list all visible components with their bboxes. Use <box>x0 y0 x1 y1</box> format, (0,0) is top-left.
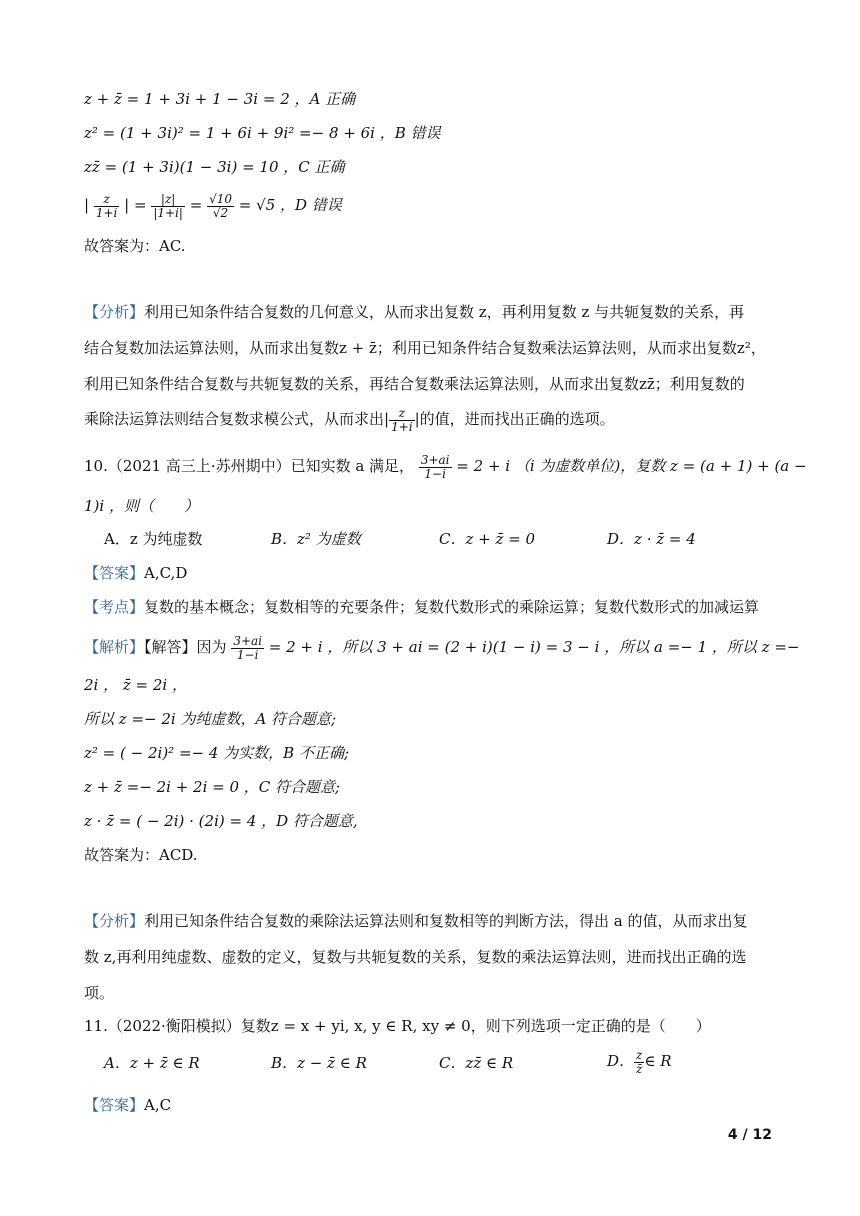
q10-analysis: 【分析】利用已知条件结合复数的乘除法运算法则和复数相等的判断方法，得出 a 的值，从而求出复 <box>84 912 748 930</box>
q11-answer: 【答案】A,C <box>84 1096 172 1114</box>
q10-solution-line-1: 【解析】【解答】因为 $\frac{3+ai}{1-i}$ = 2 + i ，所以 3 + ai = (2 + i)(1 − i) = 3 − i ，所以 a =− 1 ，所以 z =− <box>84 633 800 662</box>
solution-line-4: | $\frac{z}{1+i}$ | = $\frac{|z|}{|1+i|}$ = $\frac{√10}{√2}$ = √5 ，D 错误 <box>84 191 342 220</box>
q11-option-a: A．z + z̄ ∈ R <box>104 1054 200 1072</box>
page-number: 4 / 12 <box>727 1127 772 1143</box>
solution-line-3: zz̄ = (1 + 3i)(1 − 3i) = 10 ，C 正确 <box>84 158 345 176</box>
q10-answer: 【答案】A,C,D <box>84 564 188 582</box>
solution-line-2: z² = (1 + 3i)² = 1 + 6i + 9i² =− 8 + 6i ，B 错误 <box>84 124 441 142</box>
q10-conclusion: 故答案为：ACD. <box>84 846 198 864</box>
q10-solution-line-4: z² = ( − 2i)² =− 4 为实数，B 不正确; <box>84 744 350 762</box>
q11-option-b: B．z − z̄ ∈ R <box>271 1054 367 1072</box>
q10-knowledge-points: 【考点】复数的基本概念；复数相等的充要条件；复数代数形式的乘除运算；复数代数形式的加减运算 <box>84 598 760 616</box>
q9-answer: 故答案为：AC. <box>84 237 186 255</box>
question-11-stem: 11.（2022·衡阳模拟）复数z = x + yi, x, y ∈ R, xy ≠ 0，则下列选项一定正确的是（ ） <box>84 1017 711 1035</box>
analysis-paragraph: 【分析】利用已知条件结合复数的几何意义，从而求出复数 z，再利用复数 z 与共轭复数的关系，再 <box>84 303 745 321</box>
q10-analysis-line-3: 项。 <box>84 984 115 1002</box>
question-10-stem-cont: 1)i ，则（ ） <box>84 497 199 515</box>
q10-option-b: B．z² 为虚数 <box>271 530 361 548</box>
q10-solution-line-6: z · z̄ = ( − 2i) · (2i) = 4 ，D 符合题意, <box>84 812 358 830</box>
q11-option-d: D． $\frac{z}{z̄}$ ∈ R <box>607 1047 672 1076</box>
q10-option-a: A．z 为纯虚数 <box>104 530 203 548</box>
q10-solution-line-3: 所以 z =− 2i 为纯虚数，A 符合题意; <box>84 710 337 728</box>
analysis-line-2: 结合复数加法运算法则，从而求出复数z + z̄；利用已知条件结合复数乘法运算法则，从而求出复数z²， <box>84 339 766 357</box>
question-10-stem: 10.（2021 高三上·苏州期中）已知实数 a 满足， $\frac{3+ai}{1-i}$ = 2 + i （i 为虚数单位)，复数 z = (a + 1) + (a − <box>84 452 807 481</box>
q11-option-c: C．zz̄ ∈ R <box>439 1054 514 1072</box>
analysis-tag: 【分析】 <box>84 303 145 321</box>
q10-solution-line-5: z + z̄ =− 2i + 2i = 0 ，C 符合题意; <box>84 778 341 796</box>
solution-line-1: z + z̄ = 1 + 3i + 1 − 3i = 2 ，A 正确 <box>84 90 356 108</box>
analysis-line-3: 利用已知条件结合复数与共轭复数的关系，再结合复数乘法运算法则，从而求出复数zz̄；利用复数的 <box>84 375 745 393</box>
q10-analysis-line-2: 数 z,再利用纯虚数、虚数的定义，复数与共轭复数的关系，复数的乘法运算法则，进而找出正确的选 <box>84 948 747 966</box>
analysis-line-4: 乘除法运算法则结合复数求模公式，从而求出| $\frac{z}{1+i}$ |的值，进而找出正确的选项。 <box>84 405 615 434</box>
q10-option-c: C．z + z̄ = 0 <box>439 530 536 548</box>
q10-solution-line-2: 2i ， z̄ = 2i ， <box>84 676 187 694</box>
q10-option-d: D．z · z̄ = 4 <box>607 530 696 548</box>
